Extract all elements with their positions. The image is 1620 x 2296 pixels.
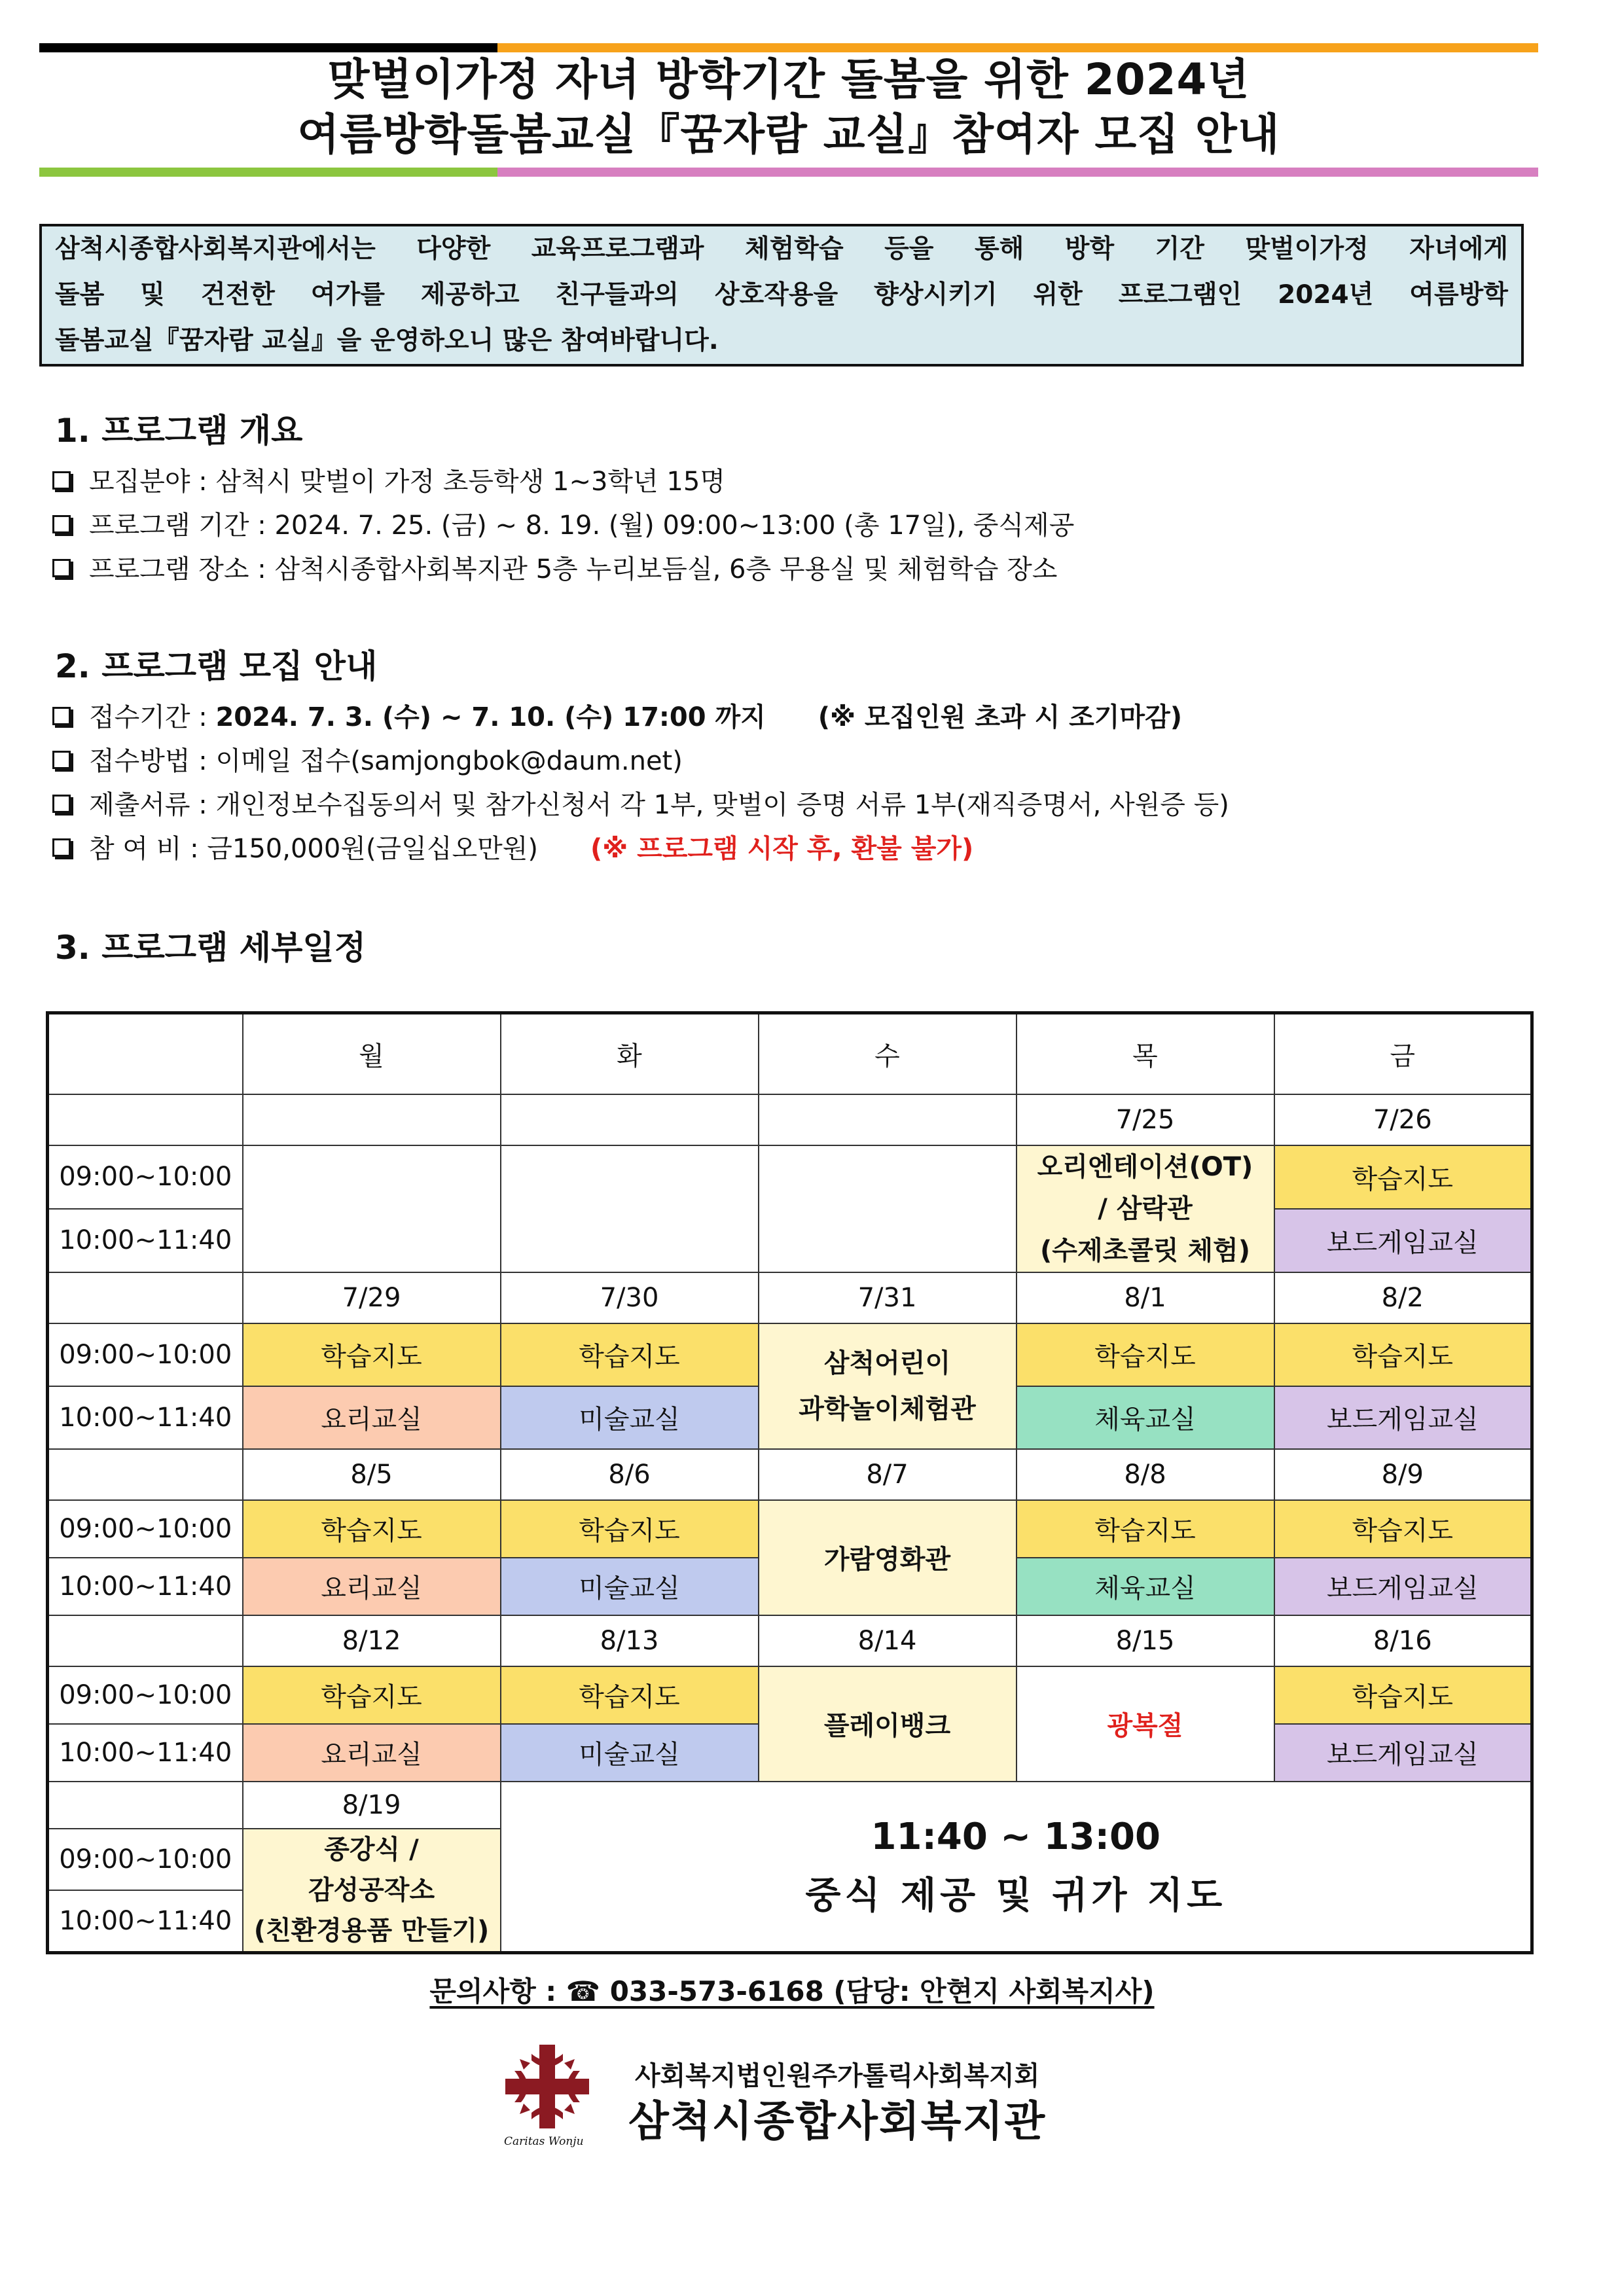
time-slot-1: 09:00~10:00 (48, 1829, 243, 1891)
time-slot-2: 10:00~11:40 (48, 1724, 243, 1782)
time-slot-2: 10:00~11:40 (48, 1386, 243, 1449)
recruit-period (52, 699, 1182, 736)
schedule-table (46, 1011, 1534, 1954)
bottom-bar-pink (497, 168, 1538, 177)
documents-text: 제출서류 : 개인정보수집동의서 및 참가신청서 각 1부, 맞벌이 증명 서류 1부(재직증명서, 사원증 등) (89, 790, 1229, 820)
date-cell: 8/15 (1017, 1615, 1274, 1666)
blank-cell (48, 1615, 243, 1666)
field-trip-cell: 플레이뱅크 (759, 1666, 1017, 1782)
date-cell (243, 1094, 501, 1145)
time-slot-1: 09:00~10:00 (48, 1323, 243, 1386)
table-row (48, 1782, 1532, 1829)
day-header: 월 (243, 1013, 501, 1094)
top-bar-orange (497, 43, 1538, 52)
checkbox-icon (52, 559, 71, 577)
study-cell: 학습지도 (1274, 1666, 1532, 1724)
page-title (39, 52, 1538, 162)
art-cell: 미술교실 (501, 1724, 759, 1782)
lunch-cell (501, 1782, 1532, 1953)
table-row (48, 1094, 1532, 1145)
field-trip-cell: 삼척어린이 과학놀이체험관 (759, 1323, 1017, 1449)
day-header: 화 (501, 1013, 759, 1094)
checkbox-icon (52, 471, 71, 490)
intro-line-3: 돌봄교실『꿈자람 교실』을 운영하오니 많은 참여바랍니다. (55, 326, 719, 355)
table-row (48, 1500, 1532, 1558)
art-cell: 미술교실 (501, 1386, 759, 1449)
boardgame-cell: 보드게임교실 (1274, 1724, 1532, 1782)
section2-heading: 2. 프로그램 모집 안내 (55, 647, 378, 685)
blank-cell (48, 1449, 243, 1500)
overview-recruit-field (52, 463, 725, 500)
table-row (48, 1323, 1532, 1386)
date-cell (759, 1094, 1017, 1145)
date-cell: 8/12 (243, 1615, 501, 1666)
boardgame-cell: 보드게임교실 (1274, 1209, 1532, 1272)
checkbox-icon (52, 515, 71, 533)
date-cell: 8/7 (759, 1449, 1017, 1500)
section1-heading: 1. 프로그램 개요 (55, 412, 303, 450)
study-cell: 학습지도 (243, 1666, 501, 1724)
cooking-cell: 요리교실 (243, 1558, 501, 1615)
time-slot-1: 09:00~10:00 (48, 1666, 243, 1724)
lunch-time: 11:40 ~ 13:00 (871, 1815, 1161, 1858)
table-row (48, 1272, 1532, 1323)
date-cell: 8/6 (501, 1449, 759, 1500)
logo-caption: Caritas Wonju (504, 2135, 584, 2148)
art-cell: 미술교실 (501, 1558, 759, 1615)
date-cell: 7/31 (759, 1272, 1017, 1323)
cooking-cell: 요리교실 (243, 1724, 501, 1782)
date-cell: 8/8 (1017, 1449, 1274, 1500)
holiday-cell: 광복절 (1017, 1666, 1274, 1782)
sports-cell: 체육교실 (1017, 1386, 1274, 1449)
contact-info: 문의사항 : ☎ 033-573-6168 (담당: 안현지 사회복지사) (429, 1975, 1155, 2007)
study-cell: 학습지도 (1274, 1500, 1532, 1558)
bottom-bar-green (39, 168, 497, 177)
blank-cell (48, 1782, 243, 1829)
closing-ceremony-cell: 종강식 / 감성공작소 (친환경용품 만들기) (243, 1829, 501, 1953)
table-row (48, 1666, 1532, 1724)
field-trip-cell: 가람영화관 (759, 1500, 1017, 1615)
table-row (48, 1449, 1532, 1500)
study-cell: 학습지도 (243, 1500, 501, 1558)
date-cell: 8/14 (759, 1615, 1017, 1666)
boardgame-cell: 보드게임교실 (1274, 1558, 1532, 1615)
overview-period (52, 507, 1074, 544)
study-cell: 학습지도 (1017, 1323, 1274, 1386)
section3-heading: 3. 프로그램 세부일정 (55, 929, 366, 967)
lunch-text: 중식 제공 및 귀가 지도 (805, 1874, 1227, 1917)
checkbox-icon (52, 838, 71, 857)
title-line-2: 여름방학돌봄교실『꿈자람 교실』참여자 모집 안내 (297, 109, 1280, 160)
fee-note: (※ 프로그램 시작 후, 환불 불가) (590, 834, 974, 864)
blank-cell (48, 1272, 243, 1323)
date-cell: 7/25 (1017, 1094, 1274, 1145)
corner-cell (48, 1013, 243, 1094)
study-cell: 학습지도 (1274, 1145, 1532, 1209)
boardgame-cell: 보드게임교실 (1274, 1386, 1532, 1449)
item-text: 모집분야 : 삼척시 맞벌이 가정 초등학생 1~3학년 15명 (89, 467, 725, 497)
intro-line-1: 삼척시종합사회복지관에서는 다양한 교육프로그램과 체험학습 등을 통해 방학 기간 맞벌이가정 자녀에게 (55, 234, 1508, 264)
date-cell: 7/29 (243, 1272, 501, 1323)
time-slot-2: 10:00~11:40 (48, 1209, 243, 1272)
date-cell: 8/9 (1274, 1449, 1532, 1500)
time-slot-1: 09:00~10:00 (48, 1500, 243, 1558)
cooking-cell: 요리교실 (243, 1386, 501, 1449)
sports-cell: 체육교실 (1017, 1558, 1274, 1615)
top-bar-black (39, 43, 497, 52)
checkbox-icon (52, 751, 71, 769)
date-cell: 7/30 (501, 1272, 759, 1323)
date-cell: 8/2 (1274, 1272, 1532, 1323)
period-label: 접수기간 : (89, 702, 216, 732)
day-header: 금 (1274, 1013, 1532, 1094)
item-text: 프로그램 장소 : 삼척시종합사회복지관 5층 누리보듬실, 6층 무용실 및 체험학습 장소 (89, 554, 1058, 584)
recruit-method (52, 743, 683, 780)
recruit-fee (52, 831, 973, 867)
overview-location (52, 551, 1057, 588)
intro-box (39, 224, 1524, 367)
study-cell: 학습지도 (1017, 1500, 1274, 1558)
date-cell: 8/13 (501, 1615, 759, 1666)
orientation-cell: 오리엔테이션(OT) / 삼락관 (수제초콜릿 체험) (1017, 1145, 1274, 1272)
empty-cell (759, 1145, 1017, 1272)
recruit-documents (52, 787, 1229, 823)
caritas-cross-logo-icon (501, 2041, 593, 2132)
empty-cell (243, 1145, 501, 1272)
checkbox-icon (52, 707, 71, 725)
study-cell: 학습지도 (501, 1500, 759, 1558)
day-header: 수 (759, 1013, 1017, 1094)
study-cell: 학습지도 (501, 1323, 759, 1386)
intro-line-2: 돌봄 및 건전한 여가를 제공하고 친구들과의 상호작용을 향상시키기 위한 프로그램인 2024년 여름방학 (55, 280, 1508, 310)
day-header: 목 (1017, 1013, 1274, 1094)
date-cell: 7/26 (1274, 1094, 1532, 1145)
table-row (48, 1013, 1532, 1094)
item-text: 프로그램 기간 : 2024. 7. 25. (금) ~ 8. 19. (월) 09:00~13:00 (총 17일), 중식제공 (89, 511, 1075, 541)
date-cell: 8/5 (243, 1449, 501, 1500)
time-slot-1: 09:00~10:00 (48, 1145, 243, 1209)
date-cell (501, 1094, 759, 1145)
method-text: 접수방법 : 이메일 접수(samjongbok@daum.net) (89, 746, 683, 776)
table-row (48, 1615, 1532, 1666)
study-cell: 학습지도 (243, 1323, 501, 1386)
date-cell: 8/19 (243, 1782, 501, 1829)
blank-cell (48, 1094, 243, 1145)
study-cell: 학습지도 (1274, 1323, 1532, 1386)
table-row (48, 1145, 1532, 1209)
period-value: 2024. 7. 3. (수) ~ 7. 10. (수) 17:00 까지 (215, 702, 766, 732)
checkbox-icon (52, 795, 71, 813)
period-note: (※ 모집인원 초과 시 조기마감) (818, 702, 1182, 732)
date-cell: 8/1 (1017, 1272, 1274, 1323)
org-name: 삼척시종합사회복지관 (628, 2098, 1047, 2146)
time-slot-2: 10:00~11:40 (48, 1890, 243, 1952)
org-subtitle: 사회복지법인원주가톨릭사회복지회 (635, 2061, 1040, 2091)
fee-label: 참 여 비 : 금150,000원(금일십오만원) (89, 834, 538, 864)
empty-cell (501, 1145, 759, 1272)
time-slot-2: 10:00~11:40 (48, 1558, 243, 1615)
title-line-1: 맞벌이가정 자녀 방학기간 돌봄을 위한 2024년 (327, 54, 1250, 105)
study-cell: 학습지도 (501, 1666, 759, 1724)
date-cell: 8/16 (1274, 1615, 1532, 1666)
